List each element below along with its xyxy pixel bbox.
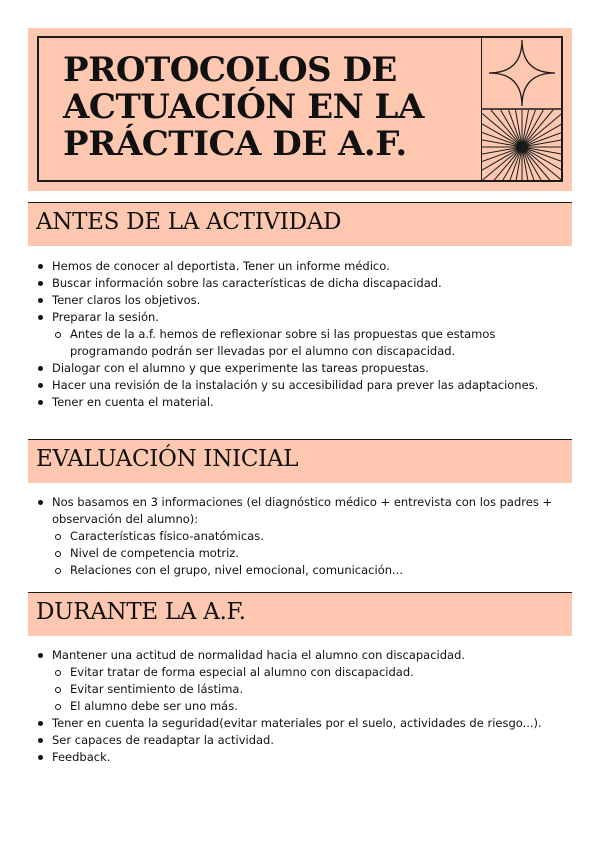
list-subitem: Características físico-anatómicas. (54, 528, 576, 545)
section-header-evaluacion (28, 439, 572, 483)
section-header-durante (28, 592, 572, 636)
title-line-3: PRÁCTICA DE A.F. (63, 124, 407, 164)
list-item: Hacer una revisión de la instalación y su accesibilidad para prever las adaptaciones. (36, 377, 576, 394)
list-durante (36, 647, 576, 766)
list-antes (36, 258, 576, 411)
section-header-antes (28, 202, 572, 246)
list-item: Buscar información sobre las características de dicha discapacidad. (36, 275, 576, 292)
list-evaluacion (36, 494, 576, 579)
list-item: Tener claros los objetivos. (36, 292, 576, 309)
list-item: Ser capaces de readaptar la actividad. (36, 732, 576, 749)
list-item: Hemos de conocer al deportista. Tener un informe médico. (36, 258, 576, 275)
list-subitem: Evitar tratar de forma especial al alumno con discapacidad. (54, 664, 576, 681)
list-subitem: El alumno debe ser uno más. (54, 698, 576, 715)
list-subitem: Relaciones con el grupo, nivel emocional, comunicación... (54, 562, 576, 579)
section-heading: DURANTE LA A.F. (36, 599, 246, 625)
title-line-1: PROTOCOLOS DE (63, 50, 397, 90)
title-block (28, 28, 572, 191)
list-subitem: Nivel de competencia motriz. (54, 545, 576, 562)
star-and-sunburst-icon (481, 36, 563, 182)
title-line-2: ACTUACIÓN EN LA (63, 87, 424, 127)
list-item: Feedback. (36, 749, 576, 766)
list-item: Dialogar con el alumno y que experimente las tareas propuestas. (36, 360, 576, 377)
list-item: Preparar la sesión. (36, 309, 576, 326)
list-subitem: Antes de la a.f. hemos de reflexionar sobre si las propuestas que estamos programando podrán ser llevadas por el alumno con discapacidad. (54, 326, 576, 360)
list-subitem: Evitar sentimiento de lástima. (54, 681, 576, 698)
section-heading: EVALUACIÓN INICIAL (36, 446, 299, 472)
list-item: Nos basamos en 3 informaciones (el diagnóstico médico + entrevista con los padres + observación del alumno): (36, 494, 576, 528)
list-item: Tener en cuenta el material. (36, 394, 576, 411)
section-heading: ANTES DE LA ACTIVIDAD (36, 209, 342, 235)
page-title (63, 52, 424, 163)
list-item: Mantener una actitud de normalidad hacia el alumno con discapacidad. (36, 647, 576, 664)
list-item: Tener en cuenta la seguridad(evitar materiales por el suelo, actividades de riesgo...). (36, 715, 576, 732)
title-frame (37, 36, 563, 182)
